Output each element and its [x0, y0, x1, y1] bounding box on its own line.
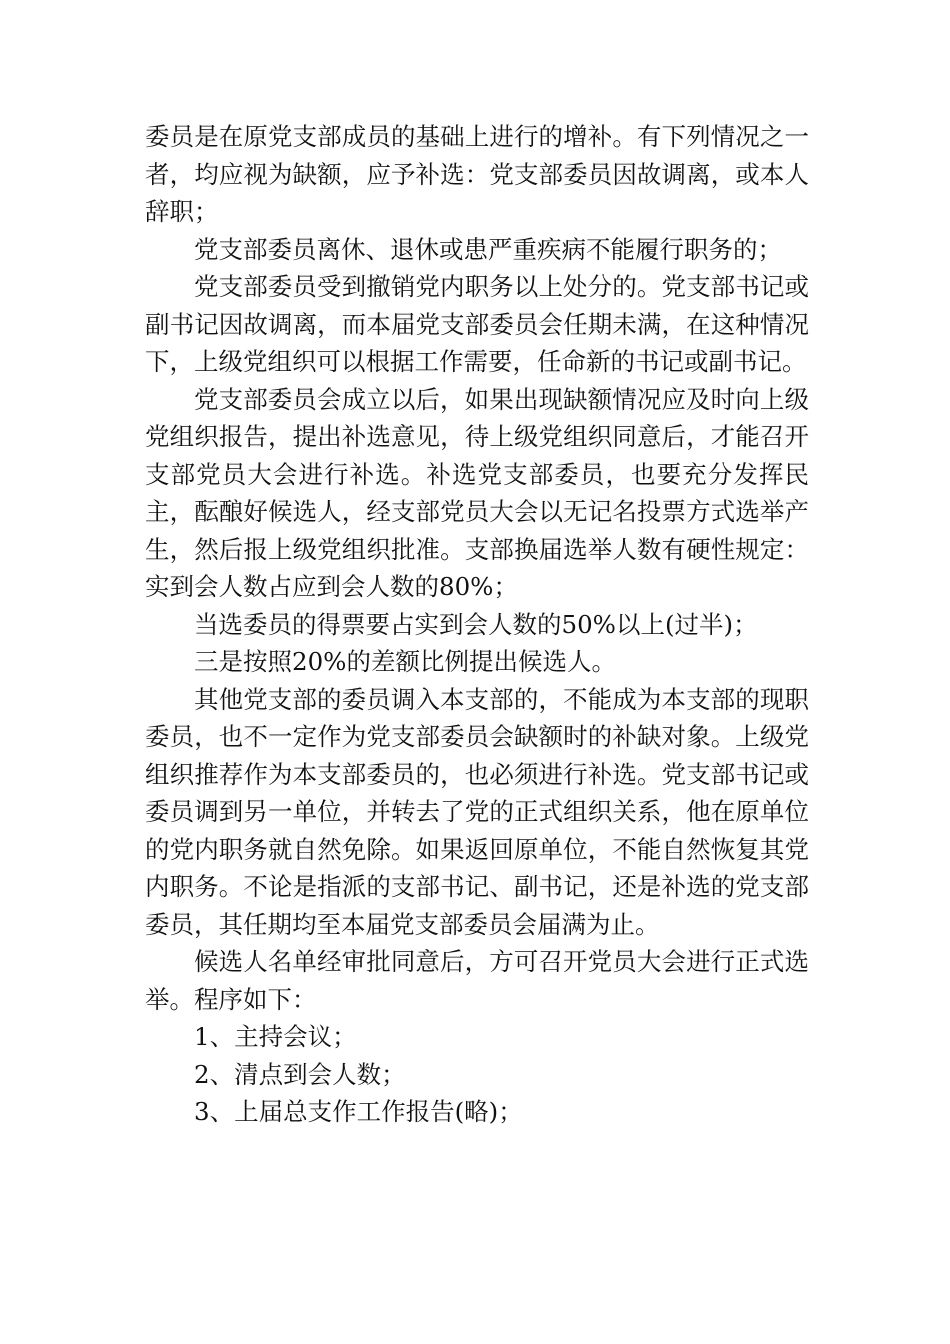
list-item-step-1: 1、主持会议； — [194, 1022, 357, 1051]
paragraph-vacancy-definition: 委员是在原党支部成员的基础上进行的增补。有下列情况之一者，均应视为缺额，应予补选：党支部委员因故调离，或本人辞职； — [145, 122, 809, 226]
list-item-step-2: 2、清点到会人数； — [194, 1059, 406, 1089]
paragraph-procedure-intro: 候选人名单经审批同意后，方可召开党员大会进行正式选举。程序如下： — [145, 947, 809, 1014]
paragraph-vote-threshold: 当选委员的得票要占实到会人数的50%以上(过半)； — [194, 609, 758, 639]
paragraph-dismissal: 党支部委员受到撤销党内职务以上处分的。党支部书记或副书记因故调离，而本届党支部委员会任期未满，在这种情况下，上级党组织可以根据工作需要，任命新的书记或副书记。 — [145, 272, 809, 376]
list-item-step-3: 3、上届总支作工作报告(略)； — [194, 1097, 523, 1126]
paragraph-retirement: 党支部委员离休、退休或患严重疾病不能履行职务的； — [194, 234, 782, 264]
paragraph-transfer: 其他党支部的委员调入本支部的，不能成为本支部的现职委员，也不一定作为党支部委员会缺额时的补缺对象。上级党组织推荐作为本支部委员的，也必须进行补选。党支部书记或委员调到另一单位，并转去了党的正式组织关系，他在原单位的党内职务就自然免除。如果返回原单位，不能自然恢复其党内职务。不论是指派的支部书记、副书记，还是补选的党支部委员，其任期均至本届党支部委员会届满为止。 — [145, 684, 809, 939]
paragraph-by-election: 党支部委员会成立以后，如果出现缺额情况应及时向上级党组织报告，提出补选意见，待上级党组织同意后，才能召开支部党员大会进行补选。补选党支部委员，也要充分发挥民主，酝酿好候选人，经支部党员大会以无记名投票方式选举产生，然后报上级党组织批准。支部换届选举人数有硬性规定：实到会人数占应到会人数的80%； — [145, 384, 809, 601]
document-body — [145, 118, 809, 1131]
paragraph-candidate-ratio: 三是按照20%的差额比例提出候选人。 — [194, 647, 616, 676]
